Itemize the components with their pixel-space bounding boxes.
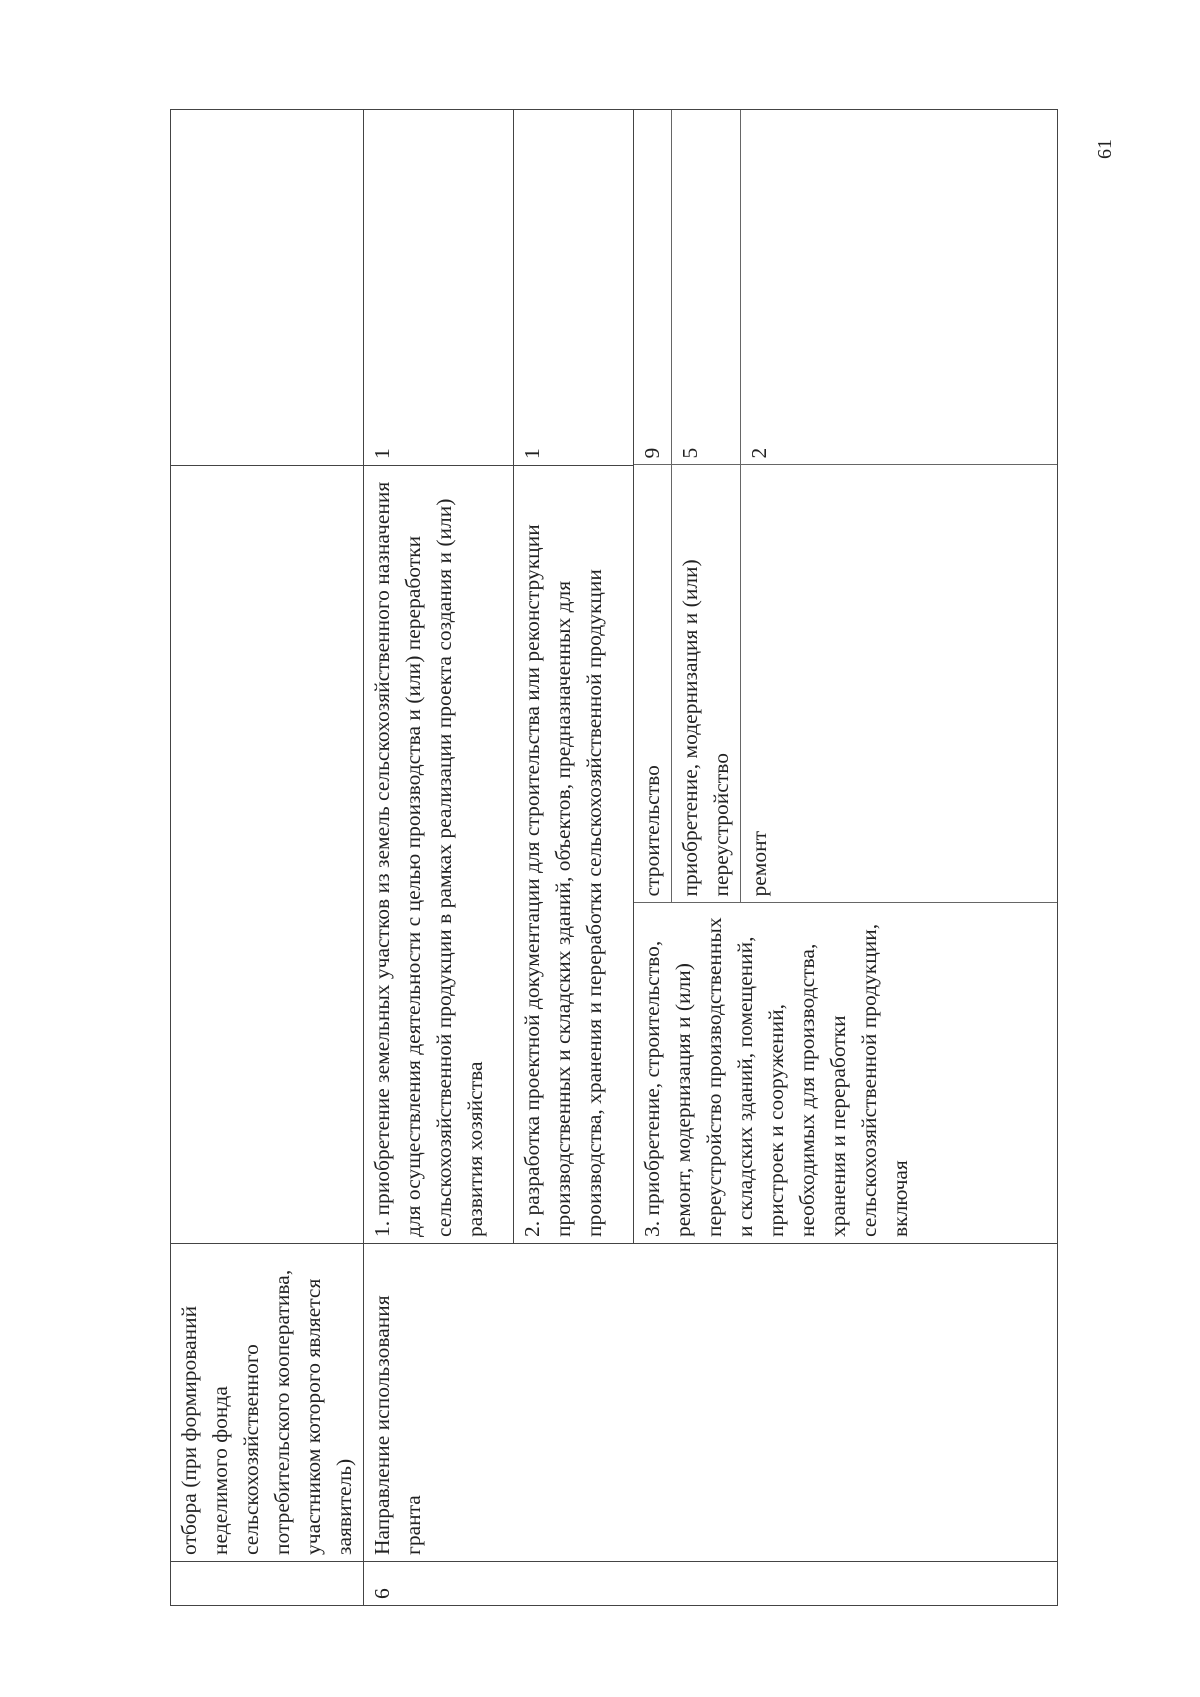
option-2-score: 1 (514, 110, 634, 466)
criterion-cell: отбора (при формирований неделимого фонда сельскохозяйственного потребительского кооператива, участником которого является заявитель) (171, 1244, 364, 1562)
option-3-text: 3. приобретение, строительство, ремонт, модернизация и (или) переустройство производственных и складских зданий, помещений, пристроек и сооружений, необходимых для производства, хранения и переработки сельскохозяйственной продукции, включая (634, 903, 1057, 1243)
sub-option-score: 9 (634, 109, 672, 465)
criteria-table (170, 109, 1058, 1606)
score-cell (171, 110, 364, 466)
page-number: 61 (1094, 139, 1116, 159)
table-row (364, 110, 514, 1606)
row-number-cell (171, 1562, 364, 1606)
option-1-score: 1 (364, 110, 514, 466)
row-number-cell: 6 (364, 1562, 1058, 1606)
table-row (171, 110, 364, 1606)
sub-option-score: 5 (672, 109, 741, 465)
table-row (634, 109, 672, 1243)
sub-option-score: 2 (741, 109, 1058, 465)
option-3-subtable (634, 109, 1057, 1243)
sub-option-text: строительство (634, 465, 672, 903)
description-cell (171, 466, 364, 1244)
criterion-cell: Направление использования гранта (364, 1244, 1058, 1562)
option-2-text: 2. разработка проектной документации для строительства или реконструкции производственных и складских зданий, объектов, предназначенных для производства, хранения и переработки сельскохозяйственной продукции (514, 466, 634, 1244)
rotated-table-area (170, 110, 1058, 1606)
sub-option-text: приобретение, модернизация и (или) переустройство (672, 465, 741, 903)
option-1-text: 1. приобретение земельных участков из земель сельскохозяйственного назначения для осуществления деятельности с целью производства и (или) переработки сельскохозяйственной продукции в рамках реализации проекта создания и (или) развития хозяйства (364, 466, 514, 1244)
sub-option-text: ремонт (741, 465, 1058, 903)
option-3-cell (634, 110, 1058, 1244)
